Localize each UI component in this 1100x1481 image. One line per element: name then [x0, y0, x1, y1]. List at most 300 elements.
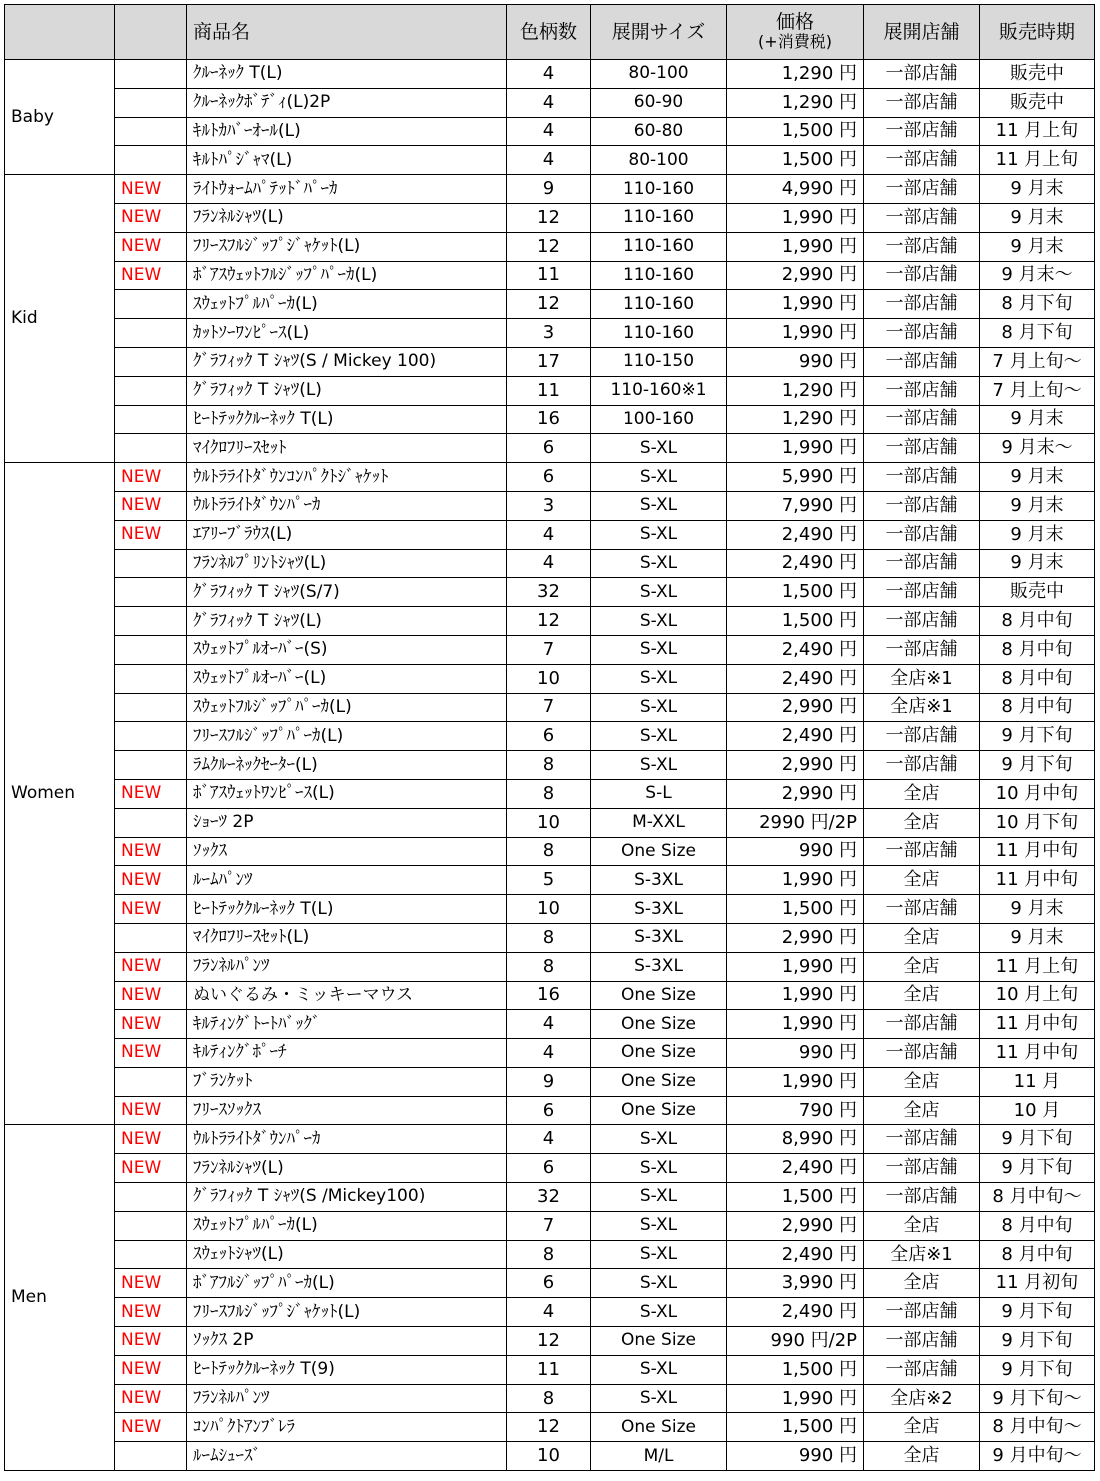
product-name-cell: ｼｮｰﾂ 2P	[187, 808, 507, 837]
size-range-cell: 110-160	[591, 290, 727, 319]
sale-period-cell: 8 月中旬	[980, 664, 1095, 693]
color-count-cell: 8	[507, 1240, 591, 1269]
price-cell: 1,990 円	[727, 1010, 864, 1039]
price-cell: 2990 円/2P	[727, 808, 864, 837]
size-range-cell: S-3XL	[591, 952, 727, 981]
header-colors: 色柄数	[507, 5, 591, 60]
category-cell: Women	[5, 463, 115, 1125]
size-range-cell: 100-160	[591, 405, 727, 434]
product-name-cell: ｳﾙﾄﾗﾗｲﾄﾀﾞｳﾝﾊﾟｰｶ	[187, 1125, 507, 1154]
product-name-cell: ﾌﾘｰｽﾌﾙｼﾞｯﾌﾟﾊﾟｰｶ(L)	[187, 722, 507, 751]
table-row	[5, 261, 1095, 290]
color-count-cell: 6	[507, 722, 591, 751]
sale-period-cell: 11 月中旬	[980, 1039, 1095, 1068]
price-cell: 7,990 円	[727, 491, 864, 520]
product-name-cell: ﾗｲﾄｳｫｰﾑﾊﾟﾃｯﾄﾞﾊﾟｰｶ	[187, 175, 507, 204]
table-row	[5, 1039, 1095, 1068]
product-name-cell: ｳﾙﾄﾗﾗｲﾄﾀﾞｳﾝｺﾝﾊﾟｸﾄｼﾞｬｹｯﾄ	[187, 463, 507, 492]
color-count-cell: 4	[507, 146, 591, 175]
product-name-cell: ﾋｰﾄﾃｯｸｸﾙｰﾈｯｸ T(L)	[187, 405, 507, 434]
new-tag: NEW	[115, 463, 187, 492]
color-count-cell: 17	[507, 347, 591, 376]
size-range-cell: S-XL	[591, 491, 727, 520]
price-cell: 1,290 円	[727, 88, 864, 117]
table-row	[5, 1211, 1095, 1240]
sale-period-cell: 9 月下旬	[980, 751, 1095, 780]
color-count-cell: 12	[507, 1413, 591, 1442]
store-availability-cell: 全店	[864, 1067, 980, 1096]
sale-period-cell: 8 月下旬	[980, 319, 1095, 348]
header-price-label: 価格	[775, 11, 814, 33]
color-count-cell: 12	[507, 203, 591, 232]
new-tag	[115, 290, 187, 319]
store-availability-cell: 全店	[864, 779, 980, 808]
store-availability-cell: 一部店舗	[864, 319, 980, 348]
store-availability-cell: 一部店舗	[864, 607, 980, 636]
sale-period-cell: 9 月末	[980, 203, 1095, 232]
sale-period-cell: 11 月上旬	[980, 146, 1095, 175]
price-cell: 990 円/2P	[727, 1327, 864, 1356]
sale-period-cell: 11 月中旬	[980, 1010, 1095, 1039]
color-count-cell: 9	[507, 1067, 591, 1096]
color-count-cell: 12	[507, 232, 591, 261]
product-name-cell: ﾋｰﾄﾃｯｸｸﾙｰﾈｯｸ T(9)	[187, 1355, 507, 1384]
product-name-cell: ｿｯｸｽ	[187, 837, 507, 866]
new-tag: NEW	[115, 1125, 187, 1154]
store-availability-cell: 一部店舗	[864, 751, 980, 780]
product-name-cell: ｴｱﾘｰﾌﾞﾗｳｽ(L)	[187, 520, 507, 549]
product-name-cell: ﾗﾑｸﾙｰﾈｯｸｾｰﾀｰ(L)	[187, 751, 507, 780]
sale-period-cell: 9 月末	[980, 232, 1095, 261]
store-availability-cell: 全店	[864, 1413, 980, 1442]
price-cell: 3,990 円	[727, 1269, 864, 1298]
size-range-cell: S-XL	[591, 1154, 727, 1183]
size-range-cell: M/L	[591, 1442, 727, 1471]
size-range-cell: M-XXL	[591, 808, 727, 837]
sale-period-cell: 9 月下旬	[980, 722, 1095, 751]
table-row	[5, 88, 1095, 117]
price-cell: 1,500 円	[727, 1413, 864, 1442]
sale-period-cell: 9 月中旬～	[980, 1442, 1095, 1471]
table-row	[5, 1355, 1095, 1384]
sale-period-cell: 販売中	[980, 60, 1095, 89]
table-row	[5, 808, 1095, 837]
product-name-cell: ｸﾞﾗﾌｨｯｸ T ｼｬﾂ(S/7)	[187, 578, 507, 607]
price-cell: 2,490 円	[727, 520, 864, 549]
table-row	[5, 981, 1095, 1010]
store-availability-cell: 一部店舗	[864, 290, 980, 319]
category-cell: Baby	[5, 60, 115, 175]
product-name-cell: ﾎﾞｱｽｳｪｯﾄﾌﾙｼﾞｯﾌﾟﾊﾟｰｶ(L)	[187, 261, 507, 290]
new-tag	[115, 60, 187, 89]
product-name-cell: ﾌﾗﾝﾈﾙｼｬﾂ(L)	[187, 1154, 507, 1183]
table-row	[5, 1010, 1095, 1039]
sale-period-cell: 9 月下旬	[980, 1125, 1095, 1154]
product-name-cell: ｽｳｪｯﾄｼｬﾂ(L)	[187, 1240, 507, 1269]
table-row	[5, 405, 1095, 434]
price-cell: 2,990 円	[727, 261, 864, 290]
store-availability-cell: 一部店舗	[864, 1183, 980, 1212]
store-availability-cell: 一部店舗	[864, 405, 980, 434]
color-count-cell: 9	[507, 175, 591, 204]
sale-period-cell: 9 月末	[980, 549, 1095, 578]
table-row	[5, 434, 1095, 463]
product-name-cell: ﾙｰﾑｼｭｰｽﾞ	[187, 1442, 507, 1471]
size-range-cell: S-XL	[591, 607, 727, 636]
store-availability-cell: 一部店舗	[864, 1039, 980, 1068]
new-tag: NEW	[115, 232, 187, 261]
store-availability-cell: 一部店舗	[864, 1010, 980, 1039]
price-cell: 5,990 円	[727, 463, 864, 492]
category-cell: Men	[5, 1125, 115, 1471]
table-row	[5, 1327, 1095, 1356]
table-row	[5, 319, 1095, 348]
price-cell: 2,490 円	[727, 1298, 864, 1327]
price-cell: 2,490 円	[727, 635, 864, 664]
new-tag: NEW	[115, 1298, 187, 1327]
color-count-cell: 11	[507, 1355, 591, 1384]
product-name-cell: ﾌﾘｰｽﾌﾙｼﾞｯﾌﾟｼﾞｬｹｯﾄ(L)	[187, 232, 507, 261]
color-count-cell: 8	[507, 751, 591, 780]
color-count-cell: 8	[507, 952, 591, 981]
table-row	[5, 1154, 1095, 1183]
sale-period-cell: 9 月末	[980, 175, 1095, 204]
new-tag	[115, 635, 187, 664]
sale-period-cell: 9 月下旬	[980, 1154, 1095, 1183]
size-range-cell: S-XL	[591, 635, 727, 664]
price-cell: 1,990 円	[727, 866, 864, 895]
table-row	[5, 751, 1095, 780]
price-cell: 2,490 円	[727, 1240, 864, 1269]
product-name-cell: ｽｳｪｯﾄﾌﾟﾙｵｰﾊﾞｰ(L)	[187, 664, 507, 693]
price-cell: 2,990 円	[727, 751, 864, 780]
price-cell: 2,990 円	[727, 779, 864, 808]
table-row	[5, 549, 1095, 578]
size-range-cell: S-XL	[591, 722, 727, 751]
new-tag: NEW	[115, 261, 187, 290]
store-availability-cell: 全店	[864, 1442, 980, 1471]
store-availability-cell: 全店	[864, 808, 980, 837]
color-count-cell: 4	[507, 117, 591, 146]
table-row	[5, 491, 1095, 520]
sale-period-cell: 8 月中旬～	[980, 1413, 1095, 1442]
sale-period-cell: 販売中	[980, 578, 1095, 607]
product-name-cell: ﾌﾗﾝﾈﾙﾊﾟﾝﾂ	[187, 1384, 507, 1413]
product-name-cell: ぬいぐるみ・ミッキーマウス	[187, 981, 507, 1010]
product-name-cell: ﾌﾗﾝﾈﾙﾊﾟﾝﾂ	[187, 952, 507, 981]
category-cell: Kid	[5, 175, 115, 463]
store-availability-cell: 一部店舗	[864, 88, 980, 117]
new-tag: NEW	[115, 1096, 187, 1125]
product-name-cell: ｽｳｪｯﾄﾌﾙｼﾞｯﾌﾟﾊﾟｰｶ(L)	[187, 693, 507, 722]
sale-period-cell: 9 月末	[980, 923, 1095, 952]
table-row	[5, 1413, 1095, 1442]
new-tag: NEW	[115, 1154, 187, 1183]
header-period: 販売時期	[980, 5, 1095, 60]
color-count-cell: 4	[507, 549, 591, 578]
product-name-cell: ﾏｲｸﾛﾌﾘｰｽｾｯﾄ	[187, 434, 507, 463]
sale-period-cell: 10 月下旬	[980, 808, 1095, 837]
store-availability-cell: 全店	[864, 981, 980, 1010]
product-name-cell: ｸﾞﾗﾌｨｯｸ T ｼｬﾂ(S /Mickey100)	[187, 1183, 507, 1212]
sale-period-cell: 9 月下旬～	[980, 1384, 1095, 1413]
store-availability-cell: 一部店舗	[864, 578, 980, 607]
color-count-cell: 12	[507, 1327, 591, 1356]
new-tag	[115, 117, 187, 146]
product-name-cell: ｸﾞﾗﾌｨｯｸ T ｼｬﾂ(L)	[187, 376, 507, 405]
store-availability-cell: 一部店舗	[864, 1355, 980, 1384]
price-cell: 1,990 円	[727, 290, 864, 319]
store-availability-cell: 一部店舗	[864, 635, 980, 664]
table-row	[5, 607, 1095, 636]
color-count-cell: 11	[507, 376, 591, 405]
product-name-cell: ｸﾞﾗﾌｨｯｸ T ｼｬﾂ(S / Mickey 100)	[187, 347, 507, 376]
store-availability-cell: 一部店舗	[864, 60, 980, 89]
sale-period-cell: 9 月末	[980, 895, 1095, 924]
size-range-cell: 60-90	[591, 88, 727, 117]
product-name-cell: ﾏｲｸﾛﾌﾘｰｽｾｯﾄ(L)	[187, 923, 507, 952]
header-category	[5, 5, 115, 60]
sale-period-cell: 11 月上旬	[980, 952, 1095, 981]
store-availability-cell: 一部店舗	[864, 549, 980, 578]
size-range-cell: 110-160※1	[591, 376, 727, 405]
header-row	[5, 5, 1095, 60]
color-count-cell: 6	[507, 1269, 591, 1298]
table-row	[5, 1067, 1095, 1096]
store-availability-cell: 一部店舗	[864, 491, 980, 520]
color-count-cell: 10	[507, 895, 591, 924]
product-name-cell: ｶｯﾄｿｰﾜﾝﾋﾟｰｽ(L)	[187, 319, 507, 348]
sale-period-cell: 7 月上旬～	[980, 376, 1095, 405]
sale-period-cell: 11 月上旬	[980, 117, 1095, 146]
new-tag: NEW	[115, 952, 187, 981]
size-range-cell: S-XL	[591, 751, 727, 780]
sale-period-cell: 9 月下旬	[980, 1327, 1095, 1356]
price-cell: 790 円	[727, 1096, 864, 1125]
size-range-cell: S-XL	[591, 664, 727, 693]
new-tag	[115, 1442, 187, 1471]
price-cell: 2,990 円	[727, 1211, 864, 1240]
size-range-cell: S-XL	[591, 434, 727, 463]
new-tag: NEW	[115, 175, 187, 204]
table-row	[5, 1298, 1095, 1327]
new-tag: NEW	[115, 1327, 187, 1356]
price-cell: 8,990 円	[727, 1125, 864, 1154]
store-availability-cell: 一部店舗	[864, 1125, 980, 1154]
price-cell: 1,990 円	[727, 232, 864, 261]
price-cell: 4,990 円	[727, 175, 864, 204]
table-row	[5, 203, 1095, 232]
product-table	[4, 4, 1095, 1471]
price-cell: 2,490 円	[727, 1154, 864, 1183]
product-name-cell: ﾋｰﾄﾃｯｸｸﾙｰﾈｯｸ T(L)	[187, 895, 507, 924]
size-range-cell: S-XL	[591, 549, 727, 578]
price-cell: 2,490 円	[727, 549, 864, 578]
sale-period-cell: 8 月中旬～	[980, 1183, 1095, 1212]
new-tag: NEW	[115, 779, 187, 808]
sale-period-cell: 9 月下旬	[980, 1298, 1095, 1327]
size-range-cell: One Size	[591, 1010, 727, 1039]
sale-period-cell: 7 月上旬～	[980, 347, 1095, 376]
new-tag: NEW	[115, 895, 187, 924]
new-tag	[115, 146, 187, 175]
color-count-cell: 4	[507, 1039, 591, 1068]
table-row	[5, 1384, 1095, 1413]
price-cell: 1,990 円	[727, 1067, 864, 1096]
store-availability-cell: 一部店舗	[864, 1327, 980, 1356]
color-count-cell: 10	[507, 664, 591, 693]
table-row	[5, 146, 1095, 175]
color-count-cell: 16	[507, 405, 591, 434]
size-range-cell: 60-80	[591, 117, 727, 146]
store-availability-cell: 一部店舗	[864, 895, 980, 924]
size-range-cell: S-XL	[591, 693, 727, 722]
sale-period-cell: 11 月初旬	[980, 1269, 1095, 1298]
product-name-cell: ｷﾙﾄｶﾊﾞｰｵｰﾙ(L)	[187, 117, 507, 146]
color-count-cell: 11	[507, 261, 591, 290]
table-row	[5, 175, 1095, 204]
product-name-cell: ｸﾙｰﾈｯｸﾎﾞﾃﾞｨ(L)2P	[187, 88, 507, 117]
size-range-cell: 80-100	[591, 146, 727, 175]
store-availability-cell: 全店	[864, 923, 980, 952]
new-tag	[115, 405, 187, 434]
color-count-cell: 4	[507, 1298, 591, 1327]
sale-period-cell: 9 月末	[980, 520, 1095, 549]
store-availability-cell: 一部店舗	[864, 175, 980, 204]
size-range-cell: One Size	[591, 1096, 727, 1125]
sale-period-cell: 8 月下旬	[980, 290, 1095, 319]
color-count-cell: 4	[507, 60, 591, 89]
price-cell: 1,990 円	[727, 319, 864, 348]
price-cell: 990 円	[727, 1039, 864, 1068]
size-range-cell: 110-160	[591, 203, 727, 232]
new-tag	[115, 319, 187, 348]
new-tag: NEW	[115, 520, 187, 549]
color-count-cell: 12	[507, 290, 591, 319]
table-row	[5, 635, 1095, 664]
color-count-cell: 8	[507, 837, 591, 866]
price-cell: 2,490 円	[727, 664, 864, 693]
new-tag: NEW	[115, 1413, 187, 1442]
size-range-cell: S-3XL	[591, 923, 727, 952]
new-tag	[115, 751, 187, 780]
color-count-cell: 4	[507, 1125, 591, 1154]
color-count-cell: 12	[507, 607, 591, 636]
store-availability-cell: 一部店舗	[864, 232, 980, 261]
sale-period-cell: 8 月中旬	[980, 635, 1095, 664]
price-cell: 1,290 円	[727, 376, 864, 405]
color-count-cell: 32	[507, 1183, 591, 1212]
product-name-cell: ｽｳｪｯﾄﾌﾟﾙﾊﾟｰｶ(L)	[187, 290, 507, 319]
table-row	[5, 837, 1095, 866]
product-name-cell: ﾎﾞｱｽｳｪｯﾄﾜﾝﾋﾟｰｽ(L)	[187, 779, 507, 808]
product-name-cell: ﾌﾗﾝﾈﾙｼｬﾂ(L)	[187, 203, 507, 232]
table-row	[5, 952, 1095, 981]
price-cell: 1,290 円	[727, 60, 864, 89]
price-cell: 1,500 円	[727, 895, 864, 924]
new-tag	[115, 578, 187, 607]
sale-period-cell: 9 月末	[980, 491, 1095, 520]
product-name-cell: ﾌﾞﾗﾝｹｯﾄ	[187, 1067, 507, 1096]
store-availability-cell: 全店	[864, 1096, 980, 1125]
new-tag	[115, 1211, 187, 1240]
size-range-cell: 110-160	[591, 319, 727, 348]
size-range-cell: One Size	[591, 1067, 727, 1096]
header-price	[727, 5, 864, 60]
new-tag: NEW	[115, 1355, 187, 1384]
store-availability-cell: 全店※1	[864, 664, 980, 693]
price-cell: 1,290 円	[727, 405, 864, 434]
color-count-cell: 7	[507, 635, 591, 664]
header-stores: 展開店舗	[864, 5, 980, 60]
size-range-cell: S-XL	[591, 520, 727, 549]
size-range-cell: S-XL	[591, 1240, 727, 1269]
price-cell: 2,490 円	[727, 722, 864, 751]
store-availability-cell: 全店	[864, 1269, 980, 1298]
size-range-cell: S-XL	[591, 578, 727, 607]
store-availability-cell: 一部店舗	[864, 520, 980, 549]
sale-period-cell: 8 月中旬	[980, 607, 1095, 636]
size-range-cell: S-L	[591, 779, 727, 808]
price-cell: 1,500 円	[727, 607, 864, 636]
product-name-cell: ｸﾞﾗﾌｨｯｸ T ｼｬﾂ(L)	[187, 607, 507, 636]
color-count-cell: 32	[507, 578, 591, 607]
sale-period-cell: 販売中	[980, 88, 1095, 117]
size-range-cell: S-3XL	[591, 895, 727, 924]
color-count-cell: 10	[507, 1442, 591, 1471]
table-header	[5, 5, 1095, 60]
product-name-cell: ｳﾙﾄﾗﾗｲﾄﾀﾞｳﾝﾊﾟｰｶ	[187, 491, 507, 520]
new-tag	[115, 1240, 187, 1269]
size-range-cell: One Size	[591, 1039, 727, 1068]
table-row	[5, 60, 1095, 89]
table-row	[5, 376, 1095, 405]
table-row	[5, 520, 1095, 549]
color-count-cell: 7	[507, 693, 591, 722]
table-row	[5, 117, 1095, 146]
new-tag: NEW	[115, 866, 187, 895]
product-name-cell: ｸﾙｰﾈｯｸ T(L)	[187, 60, 507, 89]
product-name-cell: ｷﾙﾃｨﾝｸﾞﾎﾟｰﾁ	[187, 1039, 507, 1068]
header-product-name: 商品名	[187, 5, 507, 60]
store-availability-cell: 一部店舗	[864, 117, 980, 146]
new-tag	[115, 1183, 187, 1212]
table-body	[5, 60, 1095, 1471]
sale-period-cell: 8 月中旬	[980, 693, 1095, 722]
product-name-cell: ﾌﾘｰｽﾌﾙｼﾞｯﾌﾟｼﾞｬｹｯﾄ(L)	[187, 1298, 507, 1327]
color-count-cell: 3	[507, 491, 591, 520]
size-range-cell: One Size	[591, 981, 727, 1010]
header-price-tax-note: (+消費税)	[758, 32, 832, 51]
size-range-cell: S-XL	[591, 1384, 727, 1413]
new-tag	[115, 923, 187, 952]
new-tag: NEW	[115, 837, 187, 866]
price-cell: 1,500 円	[727, 1183, 864, 1212]
table-row	[5, 1125, 1095, 1154]
price-cell: 1,500 円	[727, 1355, 864, 1384]
color-count-cell: 5	[507, 866, 591, 895]
new-tag: NEW	[115, 1384, 187, 1413]
table-row	[5, 232, 1095, 261]
color-count-cell: 3	[507, 319, 591, 348]
sale-period-cell: 10 月上旬	[980, 981, 1095, 1010]
store-availability-cell: 一部店舗	[864, 376, 980, 405]
sale-period-cell: 9 月末～	[980, 261, 1095, 290]
color-count-cell: 10	[507, 808, 591, 837]
new-tag	[115, 549, 187, 578]
price-cell: 1,990 円	[727, 952, 864, 981]
new-tag	[115, 376, 187, 405]
